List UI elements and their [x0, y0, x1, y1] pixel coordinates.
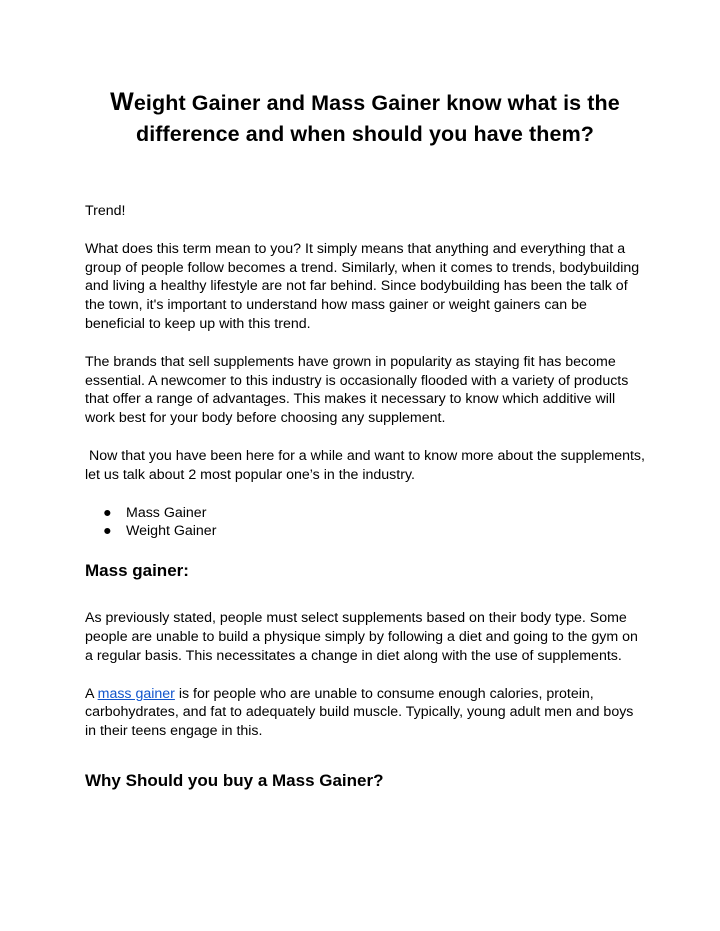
mass-gainer-heading: Mass gainer: — [85, 561, 189, 581]
intro-paragraph-2: The brands that sell supplements have grown in popularity as staying fit has become essential. A newcomer to this industry is occasionally flooded with a variety of products that offer a range of advantages. This makes it necessary to know which additive will work best for your body before choosing any supplement. — [85, 353, 629, 427]
bullet-icon: ● — [103, 504, 112, 521]
bullet-icon: ● — [103, 523, 112, 540]
list-item-label: Weight Gainer — [126, 523, 217, 540]
document-page — [85, 0, 649, 792]
why-buy-heading: Why Should you buy a Mass Gainer? — [85, 770, 384, 790]
title-rest: eight Gainer and Mass Gainer know what is the difference and when should you have them? — [133, 91, 620, 146]
list-item — [85, 522, 645, 541]
mass-gainer-paragraph-1: As previously stated, people must select supplements based on their body type. Some people are unable to build a physique simply by following a diet and going to the gym on a regular basis. This necessitates a change in diet along with the use of supplements. — [85, 610, 638, 664]
trend-paragraph: Trend! — [85, 203, 126, 219]
list-item — [85, 504, 645, 523]
document-title — [85, 87, 645, 150]
list-item-label: Mass Gainer — [126, 504, 207, 521]
title-first-letter: W — [110, 88, 134, 116]
mass-gainer-paragraph-2 — [85, 685, 645, 741]
intro-paragraph-3: Now that you have been here for a while and want to know more about the supplements, let us talk about 2 most popular one’s in the industry. — [85, 447, 649, 483]
paragraph-suffix: is for people who are unable to consume enough calories, protein, carbohydrates, and fat to adequately build muscle. Typically, young adult men and boys in their teens engage in this. — [85, 685, 638, 740]
mass-gainer-link[interactable]: mass gainer — [97, 685, 175, 702]
intro-paragraph-1: What does this term mean to you? It simply means that anything and everything that a group of people follow becomes a trend. Similarly, when it comes to trends, bodybuilding and living a healthy lifestyle are not far behind. Since bodybuilding has been the talk of the town, it's important to understand how mass gainer or weight gainers can be beneficial to keep up with this trend. — [85, 240, 640, 332]
supplement-list — [85, 504, 645, 542]
paragraph-prefix: A — [85, 685, 98, 702]
